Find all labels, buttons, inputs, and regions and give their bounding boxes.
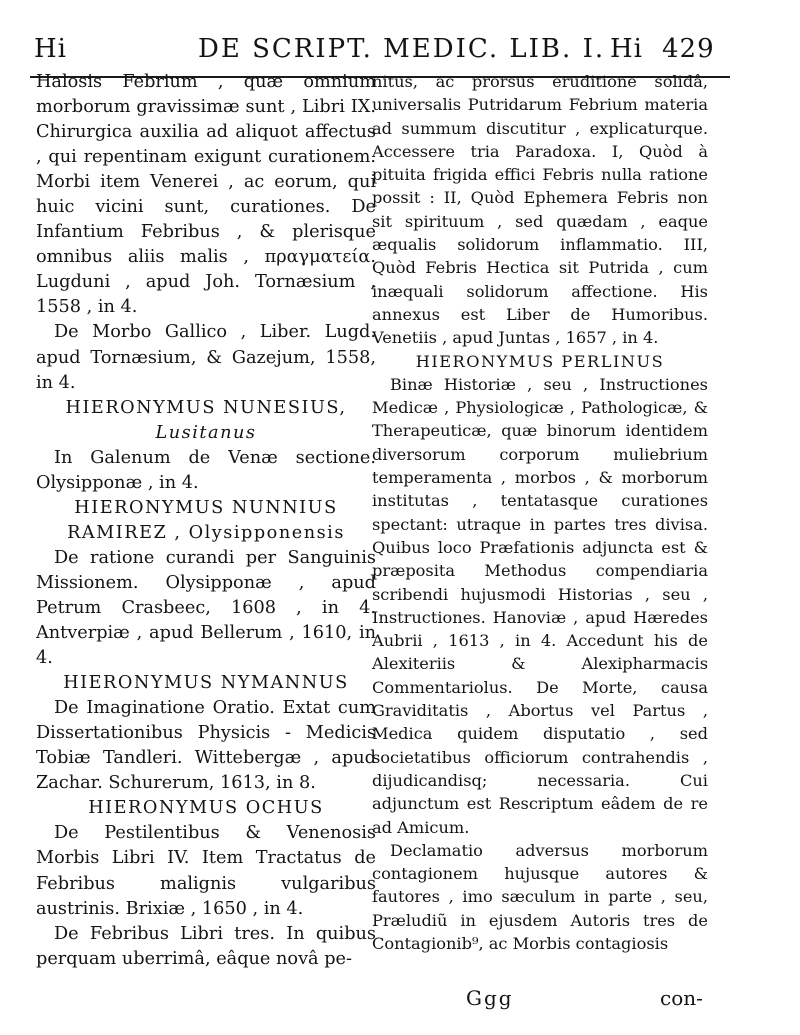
page-footer xyxy=(0,986,720,1026)
entry-heading: HIERONYMUS NYMANNUS xyxy=(63,673,349,694)
entry-subheading: Lusitanus xyxy=(155,422,257,443)
entry-heading: HIERONYMUS PERLINUS xyxy=(415,351,665,371)
left-column xyxy=(36,70,376,972)
header-left-letters: Hi xyxy=(34,34,67,64)
entry-text: De ratione curandi per Sanguinis Missionem. Olysipponæ , apud Petrum Crasbeec, 1608 , in 4. Antverpiæ , apud Bellerum , 1610, in 4. xyxy=(36,547,376,669)
entry-text: Declamatio adversus morborum contagionem hujusque autores & fautores , imo sæculum in parte , seu, Præludiũ in ejusdem Autoris tres de Contagionib⁹, ac Morbis contagiosis xyxy=(372,840,708,953)
entry-text: nitus, ac prorsus eruditione solidâ, universalis Putridarum Febrium materia ad summum discutitur , explicaturque. Accessere tria Paradoxa. I, Quòd à pituita frigida effici Febris nulla ratione possit : II, Quòd Ephemera Febris non sit spirituum , sed quædam , eaque æqualis solidorum inflammatio. III, Quòd Febris Hectica sit Putrida , cum inæquali solidorum affectione. His annexus est Liber de Humoribus. Venetiis , apud Juntas , 1657 , in 4. xyxy=(372,72,708,348)
right-column xyxy=(372,70,708,955)
entry-text: Binæ Historiæ , seu , Instructiones Medicæ , Physiologicæ , Pathologicæ, & Therapeuticæ, quæ binorum identidem diversorum corporum muliebrium temperamenta , morbos , & morborum institutas , tentatasque curationes spectant: utraque in partes tres divisa. Quibus loco Præfationis adjuncta est & præposita Methodus compendiaria scribendi hujusmodi Historias , seu , Instructiones. Hanoviæ , apud Hæredes Aubrii , 1613 , in 4. Accedunt his de Alexiteriis & Alexipharmacis Commentariolus. De Morte, causa Graviditatis , Abortus vel Partus , Medica quidem disputatio , sed societatibus officiorum contrahendis , dijudicandisq; necessaria. Cui adjunctum est Rescriptum eâdem de re ad Amicum. xyxy=(372,374,708,837)
entry-text: De Morbo Gallico , Liber. Lugd. apud Tornæsium, & Gazejum, 1558, in 4. xyxy=(36,322,376,393)
entry-text: De Pestilentibus & Venenosis Morbis Libri IV. Item Tractatus de Febribus malignis vulgaribus austrinis. Brixiæ , 1650 , in 4. xyxy=(36,823,376,919)
entry-heading: HIERONYMUS NUNESIUS, xyxy=(65,397,347,418)
entry-text: Halosis Febrium , quæ omnium morborum gravissimæ sunt , Libri IX. Chirurgica auxilia ad aliquot affectus , qui repentinam exigunt curationem. Morbi item Venerei , ac eorum, qui huic vicini sunt, curationes. De Infantium Febribus , & plerisque omnibus aliis malis , πραγματεία. Lugduni , apud Joh. Tornæsium , 1558 , in 4. xyxy=(36,72,376,318)
header-title: DE SCRIPT. MEDIC. LIB. I. xyxy=(198,34,606,64)
signature-mark: Ggg xyxy=(466,986,514,1010)
entry-heading: HIERONYMUS OCHUS xyxy=(88,798,324,819)
page-number: 429 xyxy=(662,34,715,64)
entry-text: In Galenum de Venæ sectione. Olysipponæ , in 4. xyxy=(36,447,376,493)
catchword: con- xyxy=(660,986,703,1010)
entry-text: De Febribus Libri tres. In quibus perquam uberrimâ, eâque novâ pe- xyxy=(36,923,376,969)
entry-text: De Imaginatione Oratio. Extat cum Dissertationibus Physicis - Medicis Tobiæ Tandleri. Wittebergæ , apud Zachar. Schurerum, 1613, in 8. xyxy=(36,698,376,794)
header-right-letters: Hi xyxy=(610,34,643,64)
entry-heading: HIERONYMUS NUNNIUS RAMIREZ , Olysipponensis xyxy=(67,497,345,543)
